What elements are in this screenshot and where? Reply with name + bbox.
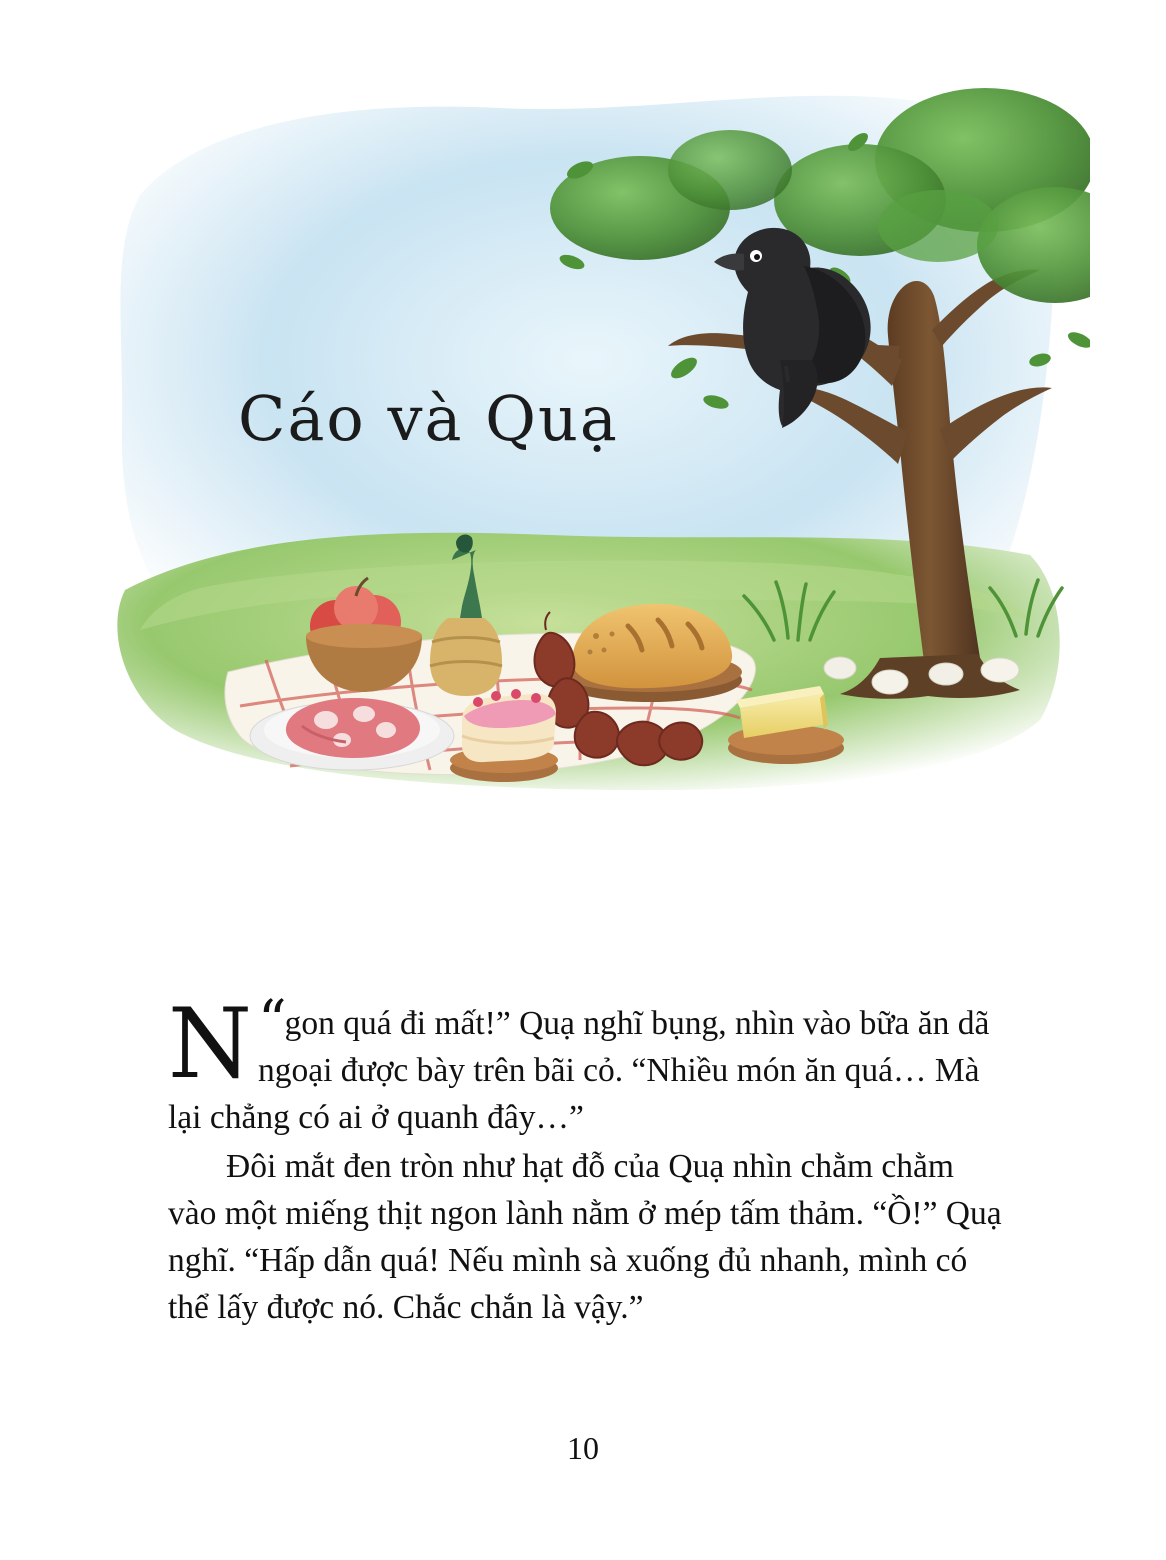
- paragraph-1-text: gon quá đi mất!” Quạ nghĩ bụng, nhìn vào bữa ăn dã ngoại được bày trên bãi cỏ. “Nhiều món ăn quá… Mà lại chẳng có ai ở quanh đây…”: [168, 1005, 990, 1136]
- open-quote: “: [258, 989, 285, 1054]
- page-number: 10: [567, 1430, 599, 1466]
- paragraph-2-text: Đôi mắt đen tròn như hạt đỗ của Quạ nhìn chằm chằm vào một miếng thịt ngon lành nằm ở mép tấm thảm. “Ồ!” Quạ nghĩ. “Hấp dẫn quá! Nếu mình sà xuống đủ nhanh, mình có thể lấy được nó. Chắc chắn là vậy.”: [168, 1148, 1002, 1326]
- paragraph-1: [168, 988, 1008, 1141]
- drop-cap: N: [168, 988, 252, 1100]
- story-title: Cáo và Quạ: [238, 382, 619, 455]
- story-body: [168, 988, 1008, 1331]
- paragraph-2: [168, 1143, 1008, 1331]
